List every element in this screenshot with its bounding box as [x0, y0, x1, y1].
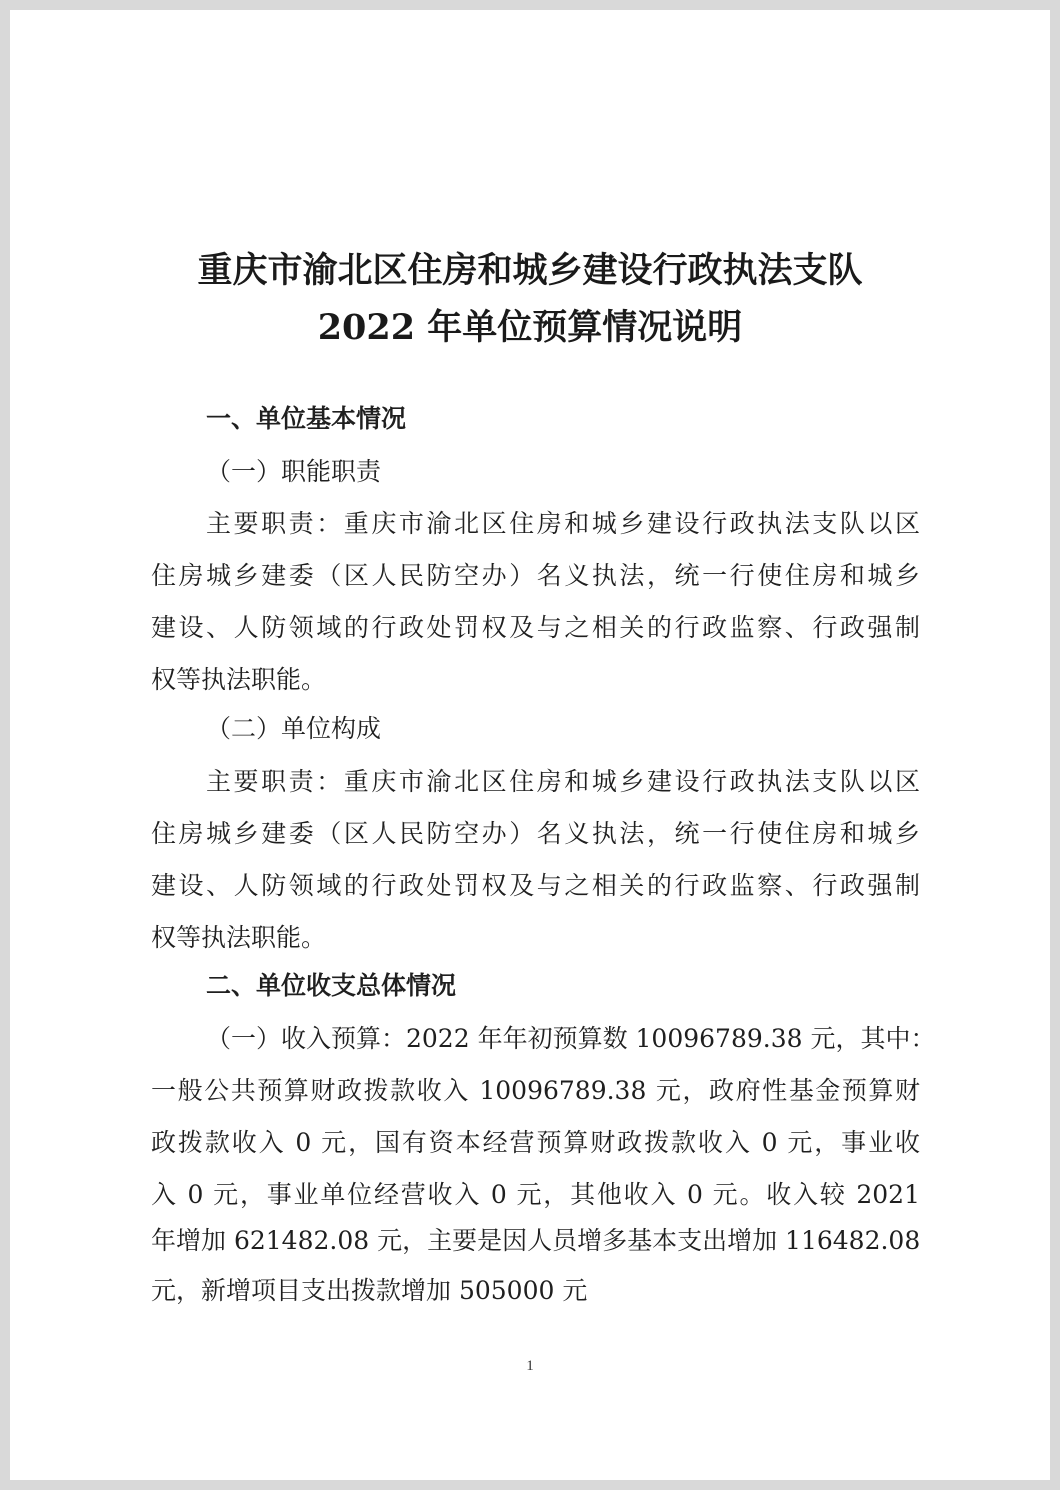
section-1-heading: 一、单位基本情况: [206, 404, 407, 433]
document-title-line-2: 2022 年单位预算情况说明: [317, 307, 743, 348]
paragraph-line: 权等执法职能。: [151, 923, 327, 952]
paragraph-line: （一）收入预算：2022 年年初预算数 10096789.38 元，其中：: [206, 1024, 936, 1053]
paragraph-line: 一般公共预算财政拨款收入 10096789.38 元，政府性基金预算财: [151, 1076, 920, 1105]
paragraph-line: 年增加 621482.08 元，主要是因人员增多基本支出增加 116482.08: [151, 1226, 921, 1255]
section-1-sub-2-heading: （二）单位构成: [206, 714, 382, 743]
document-title-line-1: 重庆市渝北区住房和城乡建设行政执法支队: [197, 250, 863, 291]
section-1-sub-1-heading: （一）职能职责: [206, 457, 382, 486]
paragraph-line: 住房城乡建委（区人民防空办）名义执法，统一行使住房和城乡: [151, 819, 920, 848]
paragraph-line: 主要职责：重庆市渝北区住房和城乡建设行政执法支队以区: [206, 767, 920, 796]
section-2-heading: 二、单位收支总体情况: [206, 971, 457, 1000]
paragraph-line: 政拨款收入 0 元，国有资本经营预算财政拨款收入 0 元，事业收: [151, 1128, 920, 1157]
paragraph-line: 住房城乡建委（区人民防空办）名义执法，统一行使住房和城乡: [151, 561, 920, 590]
document-page: [10, 10, 1050, 1480]
page-number: 1: [526, 1358, 534, 1374]
paragraph-line: 权等执法职能。: [151, 665, 327, 694]
paragraph-line: 元，新增项目支出拨款增加 505000 元: [151, 1276, 588, 1305]
paragraph-line: 建设、人防领域的行政处罚权及与之相关的行政监察、行政强制: [151, 613, 920, 642]
paragraph-line: 建设、人防领域的行政处罚权及与之相关的行政监察、行政强制: [151, 871, 920, 900]
paragraph-line: 入 0 元，事业单位经营收入 0 元，其他收入 0 元。收入较 2021: [151, 1180, 920, 1209]
paragraph-line: 主要职责：重庆市渝北区住房和城乡建设行政执法支队以区: [206, 509, 920, 538]
